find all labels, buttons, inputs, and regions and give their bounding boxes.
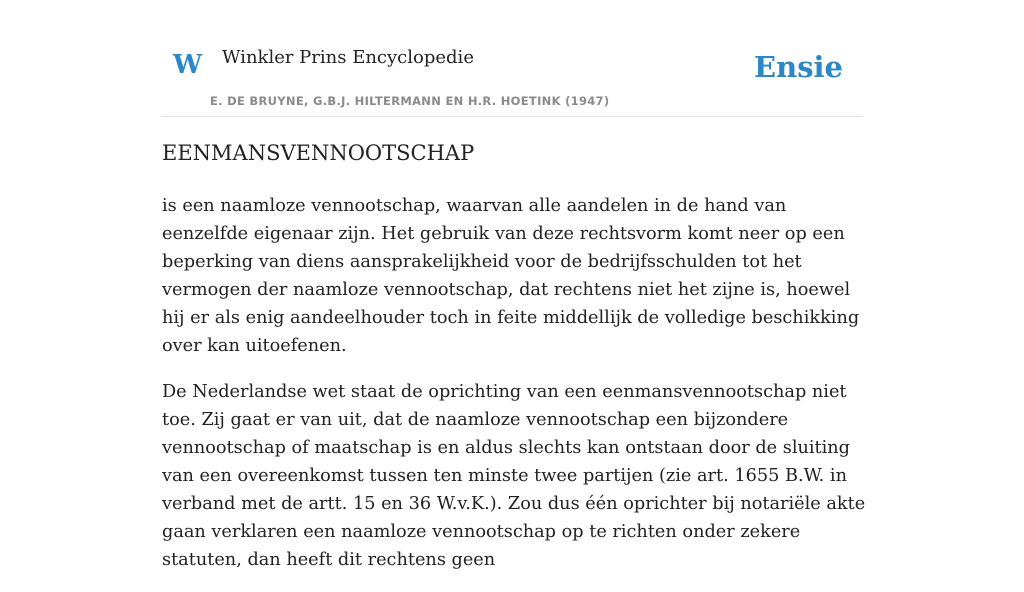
ensie-brand-logo[interactable]: Ensie	[754, 50, 843, 84]
source-header	[162, 36, 862, 117]
publication-title[interactable]: Winkler Prins Encyclopedie	[222, 47, 474, 68]
article-paragraph: is een naamloze vennootschap, waarvan alle aandelen in de hand van eenzelfde eigenaar zijn. Het gebruik van deze rechtsvorm komt neer op een beperking van diens aansprakelijkheid voor de bedrijfsschulden tot het vermogen der naamloze vennootschap, dat rechtens niet het zijne is, hoewel hij er als enig aandeelhouder toch in feite middellijk de volledige beschikking over kan uitoefenen.	[162, 196, 860, 356]
article-paragraph: De Nederlandse wet staat de oprichting van een eenmansvennootschap niet toe. Zij gaat er van uit, dat de naamloze vennootschap een bijzondere vennootschap of maatschap is en aldus slechts kan ontstaan door de sluiting van een overeenkomst tussen ten minste twee partijen (zie art. 1655 B.W. in verband met de artt. 15 en 36 W.v.K.). Zou dus één oprichter bij notariële akte gaan verklaren een naamloze vennootschap op te richten onder zekere statuten, dan heeft dit rechtens geen	[162, 382, 866, 570]
publication-authors: E. DE BRUYNE, G.B.J. HILTERMANN EN H.R. HOETINK (1947)	[210, 94, 610, 108]
article-body	[162, 192, 874, 592]
article-title: EENMANSVENNOOTSCHAP	[162, 141, 475, 165]
publication-logo-w[interactable]: W	[173, 50, 203, 80]
